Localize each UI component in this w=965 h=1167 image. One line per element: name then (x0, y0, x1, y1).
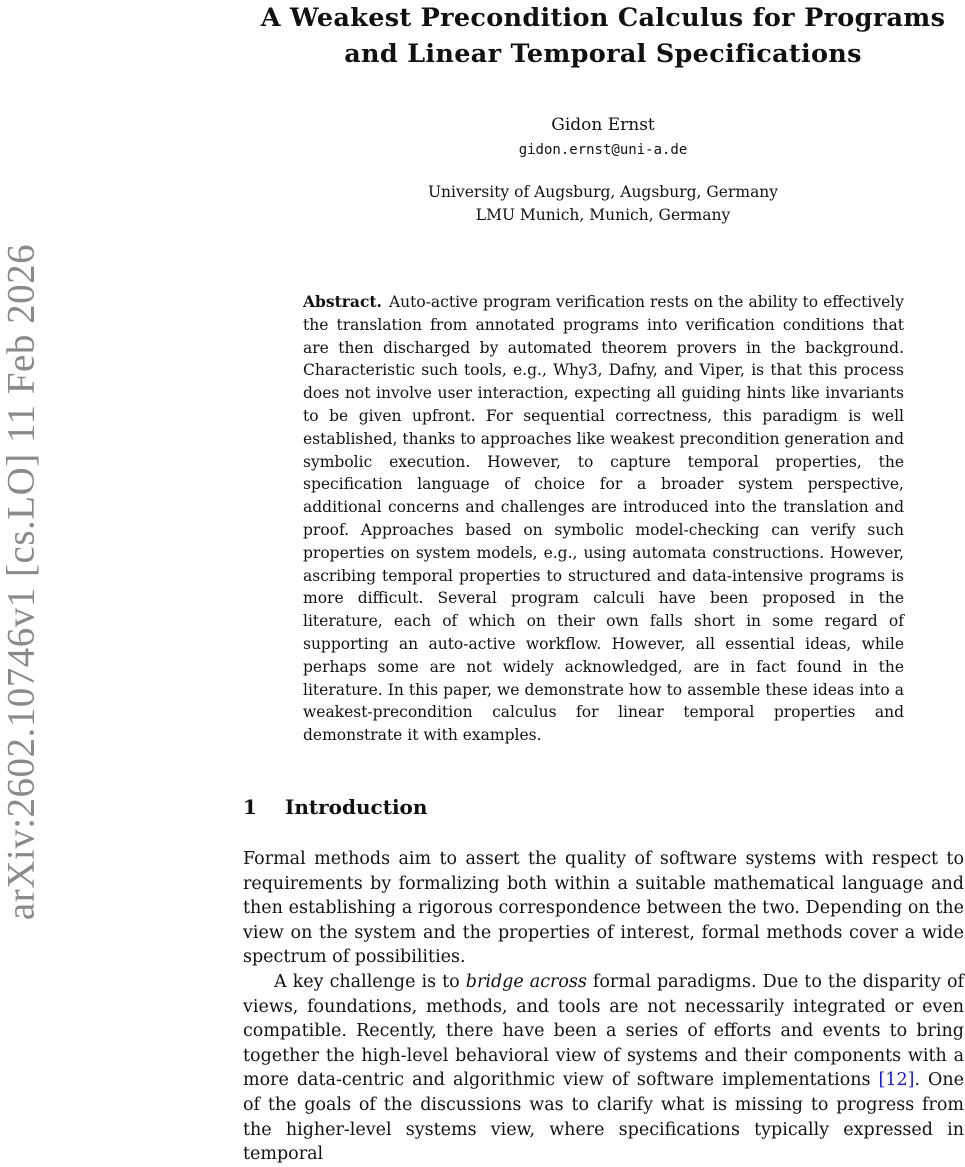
paragraph-2-emphasis: bridge across (465, 971, 587, 992)
introduction-body (243, 847, 964, 1167)
citation-link-12[interactable]: [12] (878, 1070, 915, 1091)
abstract-text: Auto-active program verification rests on the ability to effectively the translation from annotated programs into verification conditions that are then discharged by automated theorem provers in the background. Characteristic such tools, e.g., Why3, Dafny, and Viper, is that this process does not involve user interaction, expecting all guiding hints like invariants to be given upfront. For sequential correctness, this paradigm is well established, thanks to approaches like weakest precondition generation and symbolic execution. However, to capture temporal properties, the specification language of choice for a broader system perspective, additional concerns and challenges are introduced into the translation and proof. Approaches based on symbolic model-checking can verify such properties on system models, e.g., using automata constructions. However, ascribing temporal properties to structured and data-intensive programs is more difficult. Several program calculi have been proposed in the literature, each of which on their own falls short in some regard of supporting an auto-active workflow. However, all essential ideas, while perhaps some are not widely acknowledged, are in fact found in the literature. In this paper, we demonstrate how to assemble these ideas into a weakest-precondition calculus for linear temporal properties and demonstrate it with examples. (303, 293, 904, 745)
paper-title (243, 0, 963, 72)
section-title: Introduction (285, 795, 428, 819)
arxiv-identifier-text: arXiv:2602.10746v1 [cs.LO] 11 Feb 2026 (0, 243, 43, 921)
paragraph-2-part-c: . One of the goals of the discussions was to clarify what is missing to progress from the higher-level systems view, where specifications typically expressed in temporal (243, 1070, 964, 1165)
paper-title-line-1: A Weakest Precondition Calculus for Programs (260, 3, 946, 33)
paragraph-2-part-a: A key challenge is to (274, 971, 466, 992)
paragraph-2 (243, 970, 964, 1167)
paragraph-2-part-b: formal paradigms. Due to the disparity of views, foundations, methods, and tools are not necessarily integrated or even compatible. Recently, there have been a series of efforts and events to bring together the high-level behavioral view of systems and their components with a more data-centric and algorithmic view of software implementations (243, 971, 964, 1091)
author-block (243, 114, 963, 161)
abstract-label: Abstract. (303, 292, 382, 311)
arxiv-identifier-stamp (0, 0, 42, 1145)
affiliation-2: LMU Munich, Munich, Germany (475, 206, 731, 224)
section-heading-introduction (243, 793, 427, 821)
author-name: Gidon Ernst (551, 115, 655, 135)
affiliations (243, 181, 963, 227)
paper-title-line-2: and Linear Temporal Specifications (344, 39, 862, 69)
section-number: 1 (243, 795, 257, 819)
paragraph-1: Formal methods aim to assert the quality of software systems with respect to requirements by formalizing both within a suitable mathematical language and then establishing a rigorous correspondence between the two. Depending on the view on the system and the properties of interest, formal methods cover a wide spectrum of possibilities. (243, 849, 964, 968)
affiliation-1: University of Augsburg, Augsburg, Germany (427, 183, 779, 201)
abstract (303, 291, 904, 747)
author-email: gidon.ernst@uni-a.de (518, 142, 688, 158)
